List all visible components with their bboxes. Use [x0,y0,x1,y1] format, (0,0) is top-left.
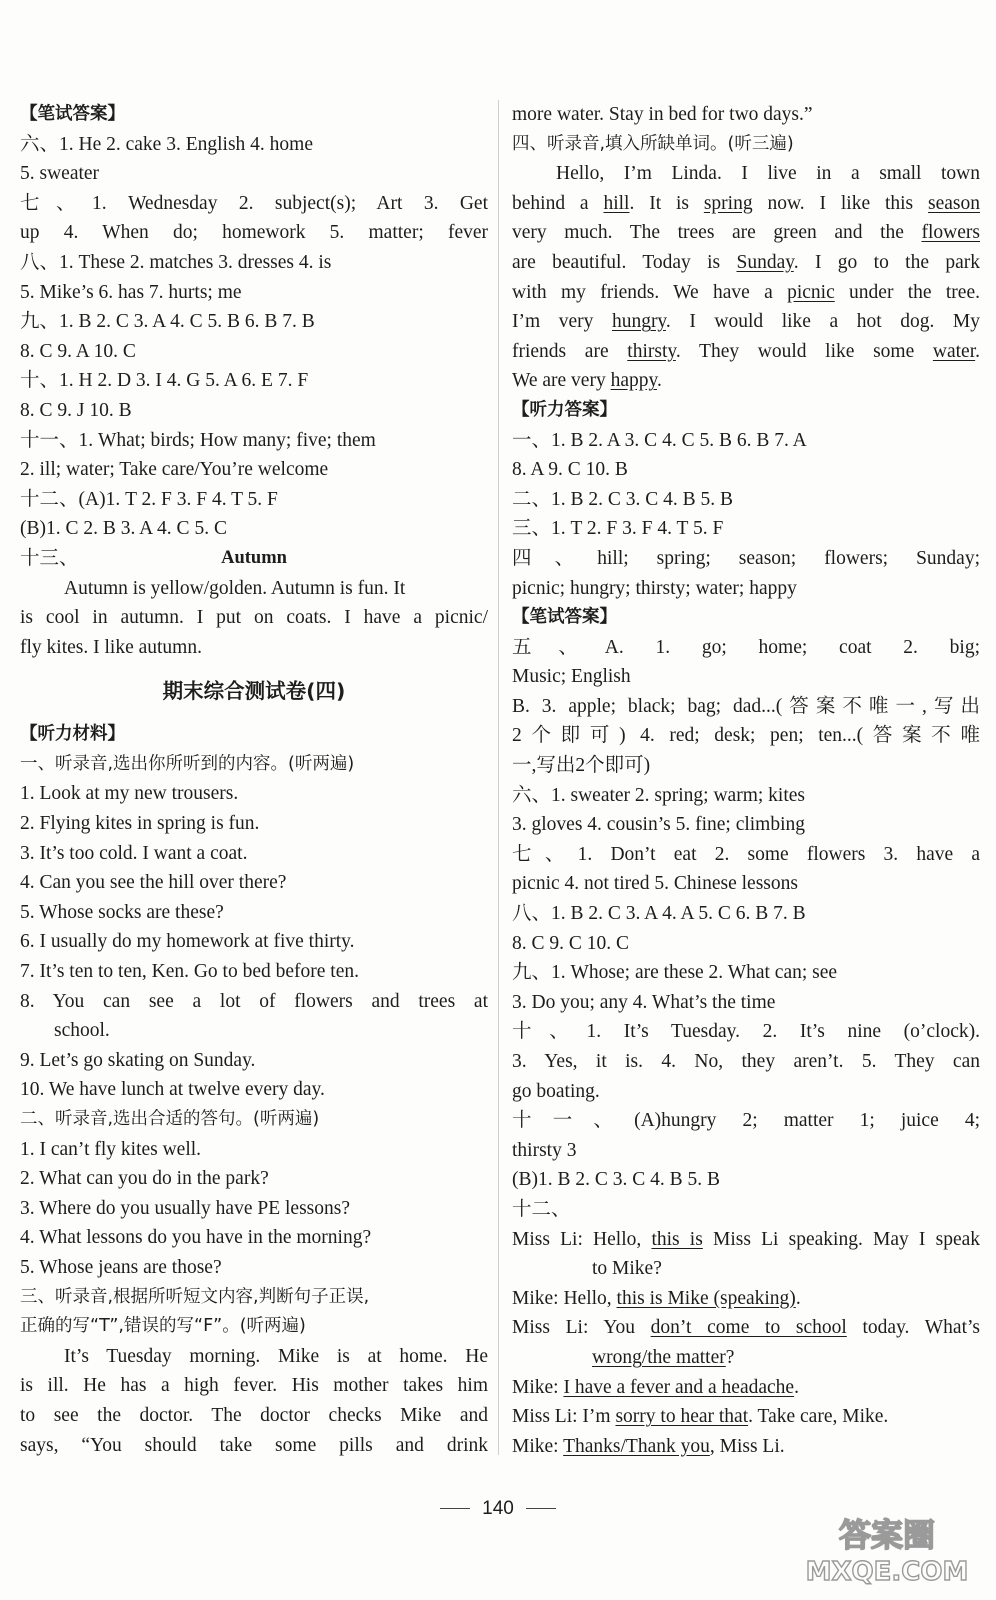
left-line: 八、1. These 2. matches 3. dresses 4. is [20,251,332,273]
page-number: 140 [482,1498,514,1519]
right-line: Mike: Thanks/Thank you, Miss Li. [512,1435,785,1457]
left-line: 一、听录音,选出你所听到的内容。(听两遍) [20,753,355,774]
answer-blank: Sunday [736,251,794,273]
right-line: are beautiful. Today is Sunday. I go to the park [512,251,980,273]
right-column [512,100,980,1461]
right-line: I’m very hungry. I would like a hot dog. My [512,311,980,333]
watermark-bottom-text: MXQE.COM [805,1557,969,1587]
left-line: 三、听录音,根据所听短文内容,判断句子正误, [20,1286,370,1307]
essay-title: Autumn [221,547,287,568]
left-line: is ill. He has a high fever. His mother takes him [20,1375,488,1397]
right-line: 2个即可) 4. red; desk; pen; ten...(答案不唯 [512,725,980,747]
left-line: 十二、(A)1. T 2. F 3. F 4. T 5. F [20,488,278,510]
right-line: very much. The trees are green and the flowers [512,222,980,244]
right-line: 一、1. B 2. A 3. C 4. C 5. B 6. B 7. A [512,429,807,451]
left-line: says, “You should take some pills and drink [20,1434,488,1456]
left-line: 六、1. He 2. cake 3. English 4. home [20,133,313,155]
left-line: It’s Tuesday morning. Mike is at home. He [64,1345,488,1367]
left-line: 二、听录音,选出合适的答句。(听两遍) [20,1109,320,1129]
right-line: friends are thirsty. They would like some water. [512,340,980,362]
right-line: 四、hill; spring; season; flowers; Sunday; [512,547,980,569]
left-line: fly kites. I like autumn. [20,636,202,658]
footer-dash-left [440,1508,470,1509]
left-line: 10. We have lunch at twelve every day. [20,1079,325,1101]
section-number: 十三、 [20,547,79,569]
left-line: (B)1. C 2. B 3. A 4. C 5. C [20,518,227,540]
right-line: 十、1. It’s Tuesday. 2. It’s nine (o’clock). [512,1021,980,1043]
left-column [20,100,488,1460]
left-line: 6. I usually do my homework at five thirty. [20,931,355,953]
answer-blank: this is Mike (speaking) [616,1287,796,1309]
answer-blank: picnic [787,281,835,303]
left-line: 3. It’s too cold. I want a coat. [20,842,248,864]
left-line: 8. C 9. J 10. B [20,399,132,421]
answer-blank: wrong/the matter [592,1346,726,1368]
right-line: behind a hill. It is spring now. I like this season [512,192,980,214]
left-line: is cool in autumn. I put on coats. I have a picnic/ [20,607,488,629]
right-line: 三、1. T 2. F 3. F 4. T 5. F [512,518,724,540]
watermark-top-text: 答案圈 [838,1516,936,1554]
left-line: 十、1. H 2. D 3. I 4. G 5. A 6. E 7. F [20,370,309,392]
answer-blank: sorry to hear that [615,1406,749,1428]
left-line: 【笔试答案】 [20,104,125,124]
left-line: Autumn is yellow/golden. Autumn is fun. It [64,577,406,599]
left-line: 5. Whose socks are these? [20,901,224,923]
watermark-logo [792,1508,982,1588]
answer-blank: hungry [611,311,666,333]
left-line: 8. C 9. A 10. C [20,340,136,362]
right-line: 四、听录音,填入所缺单词。(听三遍) [512,133,794,154]
column-divider [498,100,499,1455]
left-line: 2. ill; water; Take care/You’re welcome [20,459,329,481]
right-line: 十二、 [512,1198,571,1220]
right-line: 8. C 9. C 10. C [512,932,630,954]
right-line: 九、1. Whose; are these 2. What can; see [512,962,838,984]
right-line: Miss Li: You don’t come to school today. What’s [512,1317,980,1339]
right-line: to Mike? [592,1258,662,1280]
left-line: 5. sweater [20,163,100,185]
right-line: 二、1. B 2. C 3. C 4. B 5. B [512,488,734,510]
right-line: 8. A 9. C 10. B [512,459,628,481]
left-line: 4. Can you see the hill over there? [20,872,287,894]
left-line: 5. Mike’s 6. has 7. hurts; me [20,281,242,303]
left-line: 十一、1. What; birds; How many; five; them [20,429,376,451]
right-line: 五、A. 1. go; home; coat 2. big; [512,636,980,658]
answer-blank: this is [651,1228,703,1250]
left-line: 九、1. B 2. C 3. A 4. C 5. B 6. B 7. B [20,311,315,333]
right-line: 十一、(A)hungry 2; matter 1; juice 4; [512,1110,980,1132]
right-line: Mike: I have a fever and a headache. [512,1376,799,1398]
answer-blank: thirsty [627,340,676,362]
left-line: 5. Whose jeans are those? [20,1256,222,1278]
right-line: 一,写出2个即可) [512,755,651,777]
right-line: with my friends. We have a picnic under the tree. [512,281,980,303]
answer-blank: spring [703,192,753,214]
answer-blank: happy [610,370,657,392]
right-line: 3. Do you; any 4. What’s the time [512,991,776,1013]
right-line: 【笔试答案】 [512,607,617,628]
answer-blank: season [928,192,980,214]
right-line: picnic; hungry; thirsty; water; happy [512,577,797,599]
answer-blank: don’t come to school [650,1317,847,1339]
left-line: 9. Let’s go skating on Sunday. [20,1049,256,1071]
right-line: B. 3. apple; black; bag; dad...(答案不唯一,写出 [512,695,980,717]
left-line: 4. What lessons do you have in the morning? [20,1227,372,1249]
left-line: 3. Where do you usually have PE lessons? [20,1197,350,1219]
right-line: (B)1. B 2. C 3. C 4. B 5. B [512,1169,721,1191]
left-line: school. [54,1020,110,1042]
right-line: Hello, I’m Linda. I live in a small town [556,163,980,185]
left-line: 【听力材料】 [20,724,125,745]
right-line: 六、1. sweater 2. spring; warm; kites [512,784,805,806]
left-line: up 4. When do; homework 5. matter; fever [20,222,488,244]
right-line: picnic 4. not tired 5. Chinese lessons [512,873,798,895]
right-line: Mike: Hello, this is Mike (speaking). [512,1287,801,1309]
right-line: go boating. [512,1080,600,1102]
answer-blank: water [932,340,976,362]
right-line: 七、1. Don’t eat 2. some flowers 3. have a [512,843,980,865]
answer-blank: flowers [921,222,980,244]
right-line: more water. Stay in bed for two days.” [512,104,813,125]
right-line: thirsty 3 [512,1139,577,1161]
left-line: 2. Flying kites in spring is fun. [20,813,260,835]
left-line: 2. What can you do in the park? [20,1168,269,1190]
left-line: 1. I can’t fly kites well. [20,1138,202,1160]
left-line [20,544,488,574]
right-line: 3. Yes, it is. 4. No, they aren’t. 5. They can [512,1051,980,1072]
answer-blank: Thanks/Thank you [563,1435,710,1457]
left-line: 七、1. Wednesday 2. subject(s); Art 3. Get [20,192,488,214]
left-line: to see the doctor. The doctor checks Mike and [20,1404,488,1426]
left-line: 7. It’s ten to ten, Ken. Go to bed before ten. [20,961,359,983]
right-line: 3. gloves 4. cousin’s 5. fine; climbing [512,814,806,836]
right-line: Music; English [512,666,631,688]
answer-blank: I have a fever and a headache [563,1376,795,1398]
left-line: 正确的写“T”,错误的写“F”。(听两遍) [20,1316,306,1337]
footer-dash-right [526,1508,556,1509]
right-line: 【听力答案】 [512,399,617,420]
answer-blank: hill [603,192,630,214]
right-line: 八、1. B 2. C 3. A 4. A 5. C 6. B 7. B [512,903,806,925]
left-line: 1. Look at my new trousers. [20,783,239,805]
left-line: 8. You can see a lot of flowers and trees at [20,990,488,1012]
right-line: Miss Li: Hello, this is Miss Li speaking. May I speak [512,1228,980,1250]
right-line: wrong/the matter? [592,1346,735,1368]
right-line: Miss Li: I’m sorry to hear that. Take care, Mike. [512,1406,889,1428]
left-line: 期末综合测试卷(四) [162,679,346,704]
right-line: We are very happy. [512,370,662,392]
